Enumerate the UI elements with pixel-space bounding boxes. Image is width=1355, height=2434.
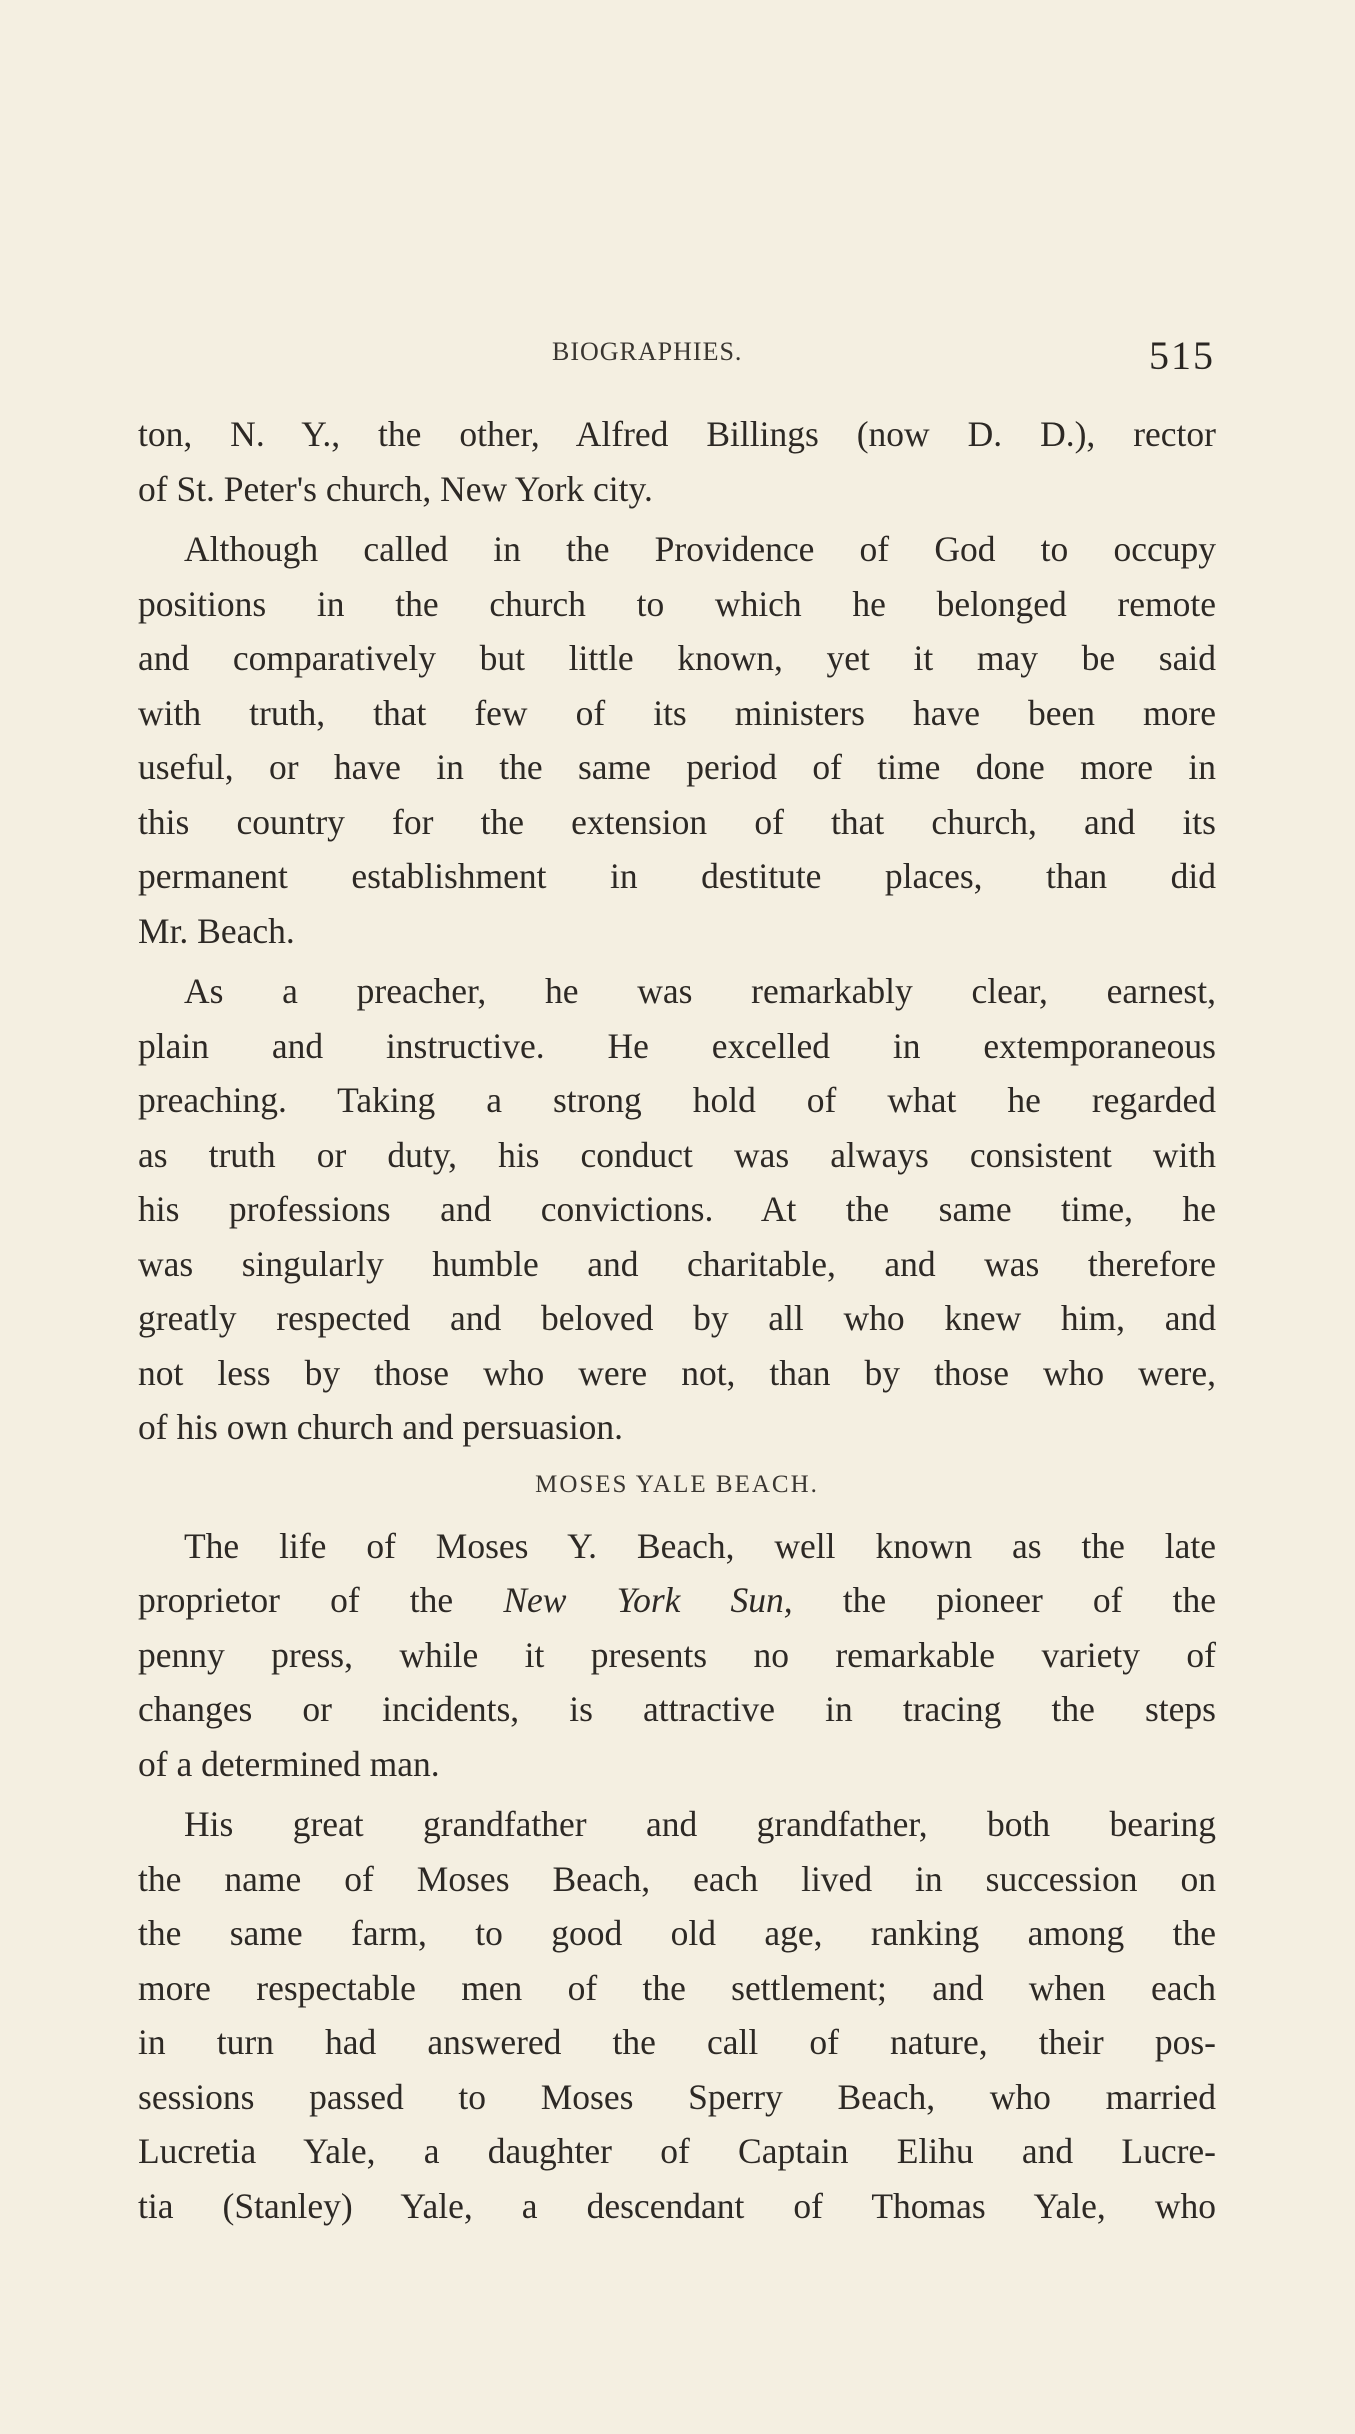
text-line: preaching. Taking a strong hold of what he regarded [138,1080,1216,1120]
text-line: ton, N. Y., the other, Alfred Billings (now D. D.), rector [138,414,1216,454]
text-line: the name of Moses Beach, each lived in succession on [138,1858,1216,1899]
text-line: this country for the extension of that church, and its [138,801,1216,842]
text-line: useful, or have in the same period of time done more in [138,747,1216,787]
section-heading: MOSES YALE BEACH. [535,1470,819,1498]
body-text [138,407,1216,2233]
paragraph [138,522,1216,958]
paragraph-continued [138,407,1216,516]
text-line: in turn had answered the call of nature, their pos- [138,2022,1216,2062]
text-line: as truth or duty, his conduct was always consistent with [138,1134,1216,1175]
text-line: changes or incidents, is attractive in tracing the steps [138,1689,1216,1729]
text-fragment: the pioneer of the [792,1580,1217,1620]
newspaper-title: New York Sun, [503,1580,793,1620]
text-line: and comparatively but little known, yet it may be said [138,638,1216,678]
text-line: penny press, while it presents no remarkable variety of [138,1634,1216,1675]
text-line: Lucretia Yale, a daughter of Captain Elihu and Lucre- [138,2131,1216,2171]
text-line: was singularly humble and charitable, and was therefore [138,1243,1216,1284]
text-line: not less by those who were not, than by those who were, [138,1352,1216,1393]
text-line: positions in the church to which he belonged remote [138,583,1216,624]
text-line: the same farm, to good old age, ranking among the [138,1913,1216,1953]
running-title: BIOGRAPHIES. [552,337,743,366]
running-head [140,332,1215,382]
text-line: Although called in the Providence of God to occupy [184,529,1216,569]
text-line: of St. Peter's church, New York city. [138,468,653,509]
text-line [138,1573,1216,1628]
text-line: sessions passed to Moses Sperry Beach, who married [138,2076,1216,2117]
text-line: plain and instructive. He excelled in extemporaneous [138,1025,1216,1066]
text-fragment: proprietor of the [138,1580,504,1620]
text-line: The life of Moses Y. Beach, well known as the late [184,1525,1216,1566]
text-line: of a determined man. [138,1743,440,1784]
paragraph [138,964,1216,1455]
text-line: Mr. Beach. [138,910,295,951]
text-line: of his own church and persuasion. [138,1407,624,1447]
text-line: his professions and convictions. At the same time, he [138,1189,1216,1229]
text-line: As a preacher, he was remarkably clear, earnest, [184,971,1216,1011]
paragraph [138,1797,1216,2233]
page-number: 515 [1149,333,1215,378]
paragraph [138,1519,1216,1792]
text-line: greatly respected and beloved by all who knew him, and [138,1298,1216,1338]
text-line: with truth, that few of its ministers have been more [138,692,1216,733]
text-line: tia (Stanley) Yale, a descendant of Thomas Yale, who [138,2185,1216,2226]
text-line: permanent establishment in destitute places, than did [138,856,1216,896]
text-line: His great grandfather and grandfather, both bearing [184,1804,1216,1844]
text-line: more respectable men of the settlement; and when each [138,1967,1216,2008]
